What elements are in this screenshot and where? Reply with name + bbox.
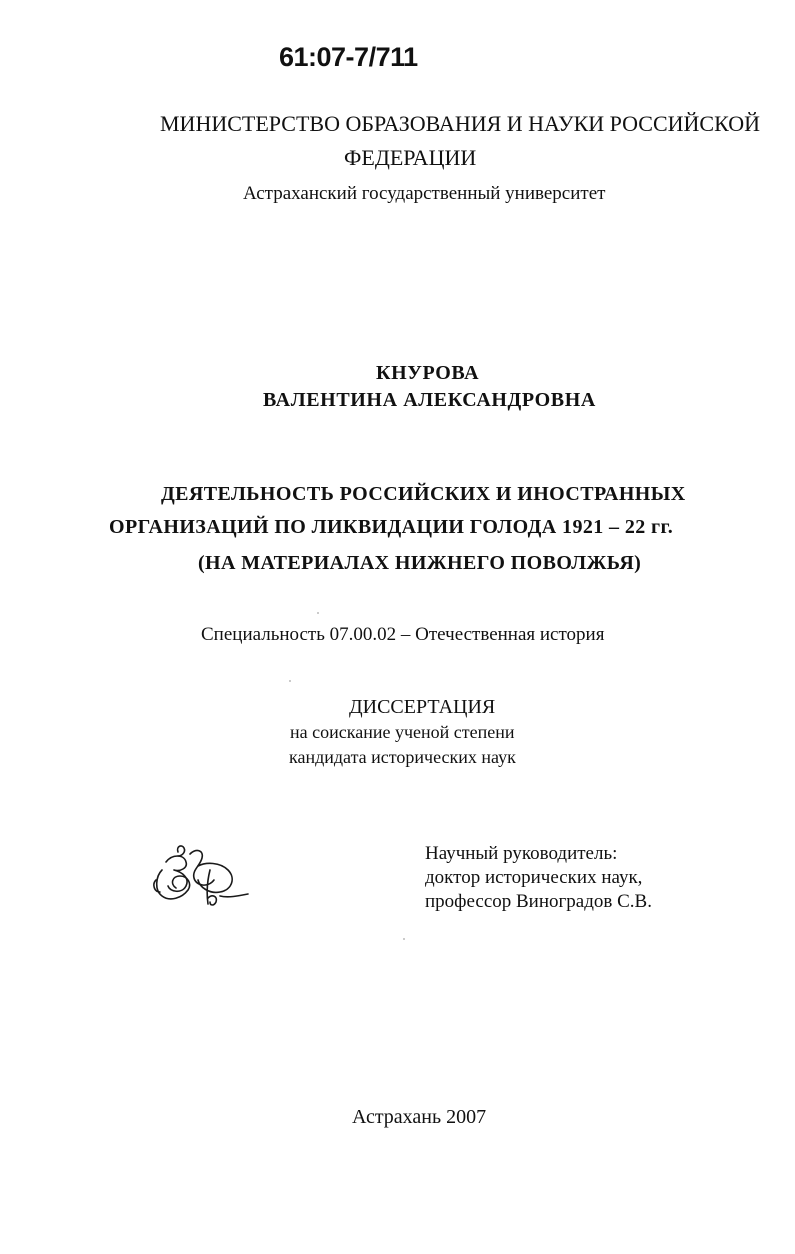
supervisor-degree: доктор исторических наук, xyxy=(425,867,643,888)
dissertation-title-line-2: ОРГАНИЗАЦИЙ ПО ЛИКВИДАЦИИ ГОЛОДА 1921 – 22 гг. xyxy=(109,516,674,538)
university-name: Астраханский государственный университет xyxy=(243,183,606,204)
supervisor-label: Научный руководитель: xyxy=(425,843,618,864)
author-given-names: ВАЛЕНТИНА АЛЕКСАНДРОВНА xyxy=(263,389,596,411)
ministry-line-1: МИНИСТЕРСТВО ОБРАЗОВАНИЯ И НАУКИ РОССИЙСКОЙ xyxy=(160,111,760,136)
degree-purpose-line-1: на соискание ученой степени xyxy=(290,722,515,742)
dissertation-title-line-1: ДЕЯТЕЛЬНОСТЬ РОССИЙСКИХ И ИНОСТРАННЫХ xyxy=(161,483,686,505)
dissertation-title-line-3: (НА МАТЕРИАЛАХ НИЖНЕГО ПОВОЛЖЬЯ) xyxy=(198,552,642,574)
supervisor-name: профессор Виноградов С.В. xyxy=(425,891,652,912)
degree-purpose-line-2: кандидата исторических наук xyxy=(289,747,516,767)
handwritten-signature xyxy=(148,840,258,920)
specialty: Специальность 07.00.02 – Отечественная история xyxy=(201,624,605,645)
scan-speck xyxy=(317,612,319,614)
city-year: Астрахань 2007 xyxy=(352,1106,487,1128)
scan-speck xyxy=(289,680,291,682)
scan-speck xyxy=(403,938,405,940)
ministry-line-2: ФЕДЕРАЦИИ xyxy=(344,145,477,170)
dissertation-label: ДИССЕРТАЦИЯ xyxy=(349,696,496,718)
archive-code: 61:07-7/711 xyxy=(279,42,418,72)
author-surname: КНУРОВА xyxy=(376,362,480,384)
